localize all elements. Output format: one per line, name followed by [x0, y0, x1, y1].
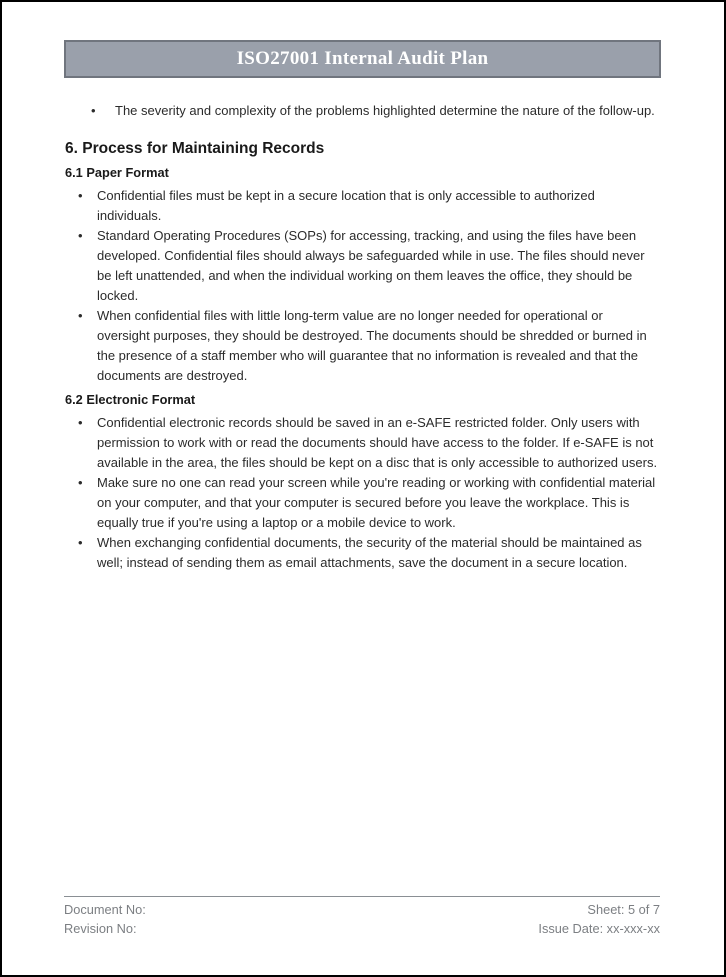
bullet-icon: • — [78, 475, 83, 490]
bullet-icon: • — [78, 308, 83, 323]
list-item — [65, 473, 658, 533]
list-item — [65, 533, 658, 573]
list-item-text: Confidential electronic records should be saved in an e-SAFE restricted folder. Only users with permission to work with or read the documents should have access to the folder. If e-SAFE is not available in the area, the files should be kept on a disc that is only accessible to authorized users. — [97, 415, 658, 470]
list-item-text: The severity and complexity of the problems highlighted determine the nature of the follow-up. — [115, 103, 655, 118]
sheet-label: Sheet: 5 of 7 — [587, 902, 660, 917]
subsection-heading-paper-format: 6.1 Paper Format — [65, 165, 169, 180]
section-heading: 6. Process for Maintaining Records — [65, 140, 325, 157]
footer-row — [64, 900, 660, 919]
document-no-label: Document No: — [64, 902, 146, 917]
paper-format-bullet-list — [65, 186, 658, 386]
page-title: ISO27001 Internal Audit Plan — [236, 48, 489, 69]
list-item-text: Make sure no one can read your screen while you're reading or working with confidential material on your computer, and that your computer is secured before you leave the workplace. This is equally true if you're using a laptop or a mobile device to work. — [97, 475, 656, 530]
document-title-banner — [64, 40, 661, 78]
bullet-icon: • — [78, 415, 83, 430]
list-item-text: Standard Operating Procedures (SOPs) for accessing, tracking, and using the files have been developed. Confidential files should always be safeguarded while in use. The files should never be left unattended, and when the individual working on them leaves the office, they should be locked. — [97, 228, 645, 303]
subsection-heading-electronic-format: 6.2 Electronic Format — [65, 392, 196, 407]
footer-row — [64, 919, 660, 938]
list-item — [65, 226, 658, 306]
page-footer — [64, 896, 660, 938]
electronic-format-bullet-list — [65, 413, 658, 573]
bullet-icon: • — [78, 188, 83, 203]
issue-date-label: Issue Date: xx-xxx-xx — [538, 921, 660, 936]
bullet-icon: • — [78, 535, 83, 550]
list-item-text: When confidential files with little long-term value are no longer needed for operational or oversight purposes, they should be destroyed. The documents should be shredded or burned in the presence of a staff member who will guarantee that no information is revealed and that the documents are destroyed. — [97, 308, 647, 383]
list-item — [65, 186, 658, 226]
list-item-text: When exchanging confidential documents, the security of the material should be maintained as well; instead of sending them as email attachments, save the document in a secure location. — [97, 535, 642, 570]
intro-bullet-list — [65, 101, 658, 121]
revision-no-label: Revision No: — [64, 921, 137, 936]
list-item — [65, 101, 658, 121]
list-item — [65, 306, 658, 386]
list-item-text: Confidential files must be kept in a secure location that is only accessible to authorized individuals. — [97, 188, 595, 223]
bullet-icon: • — [91, 103, 96, 118]
bullet-icon: • — [78, 228, 83, 243]
list-item — [65, 413, 658, 473]
